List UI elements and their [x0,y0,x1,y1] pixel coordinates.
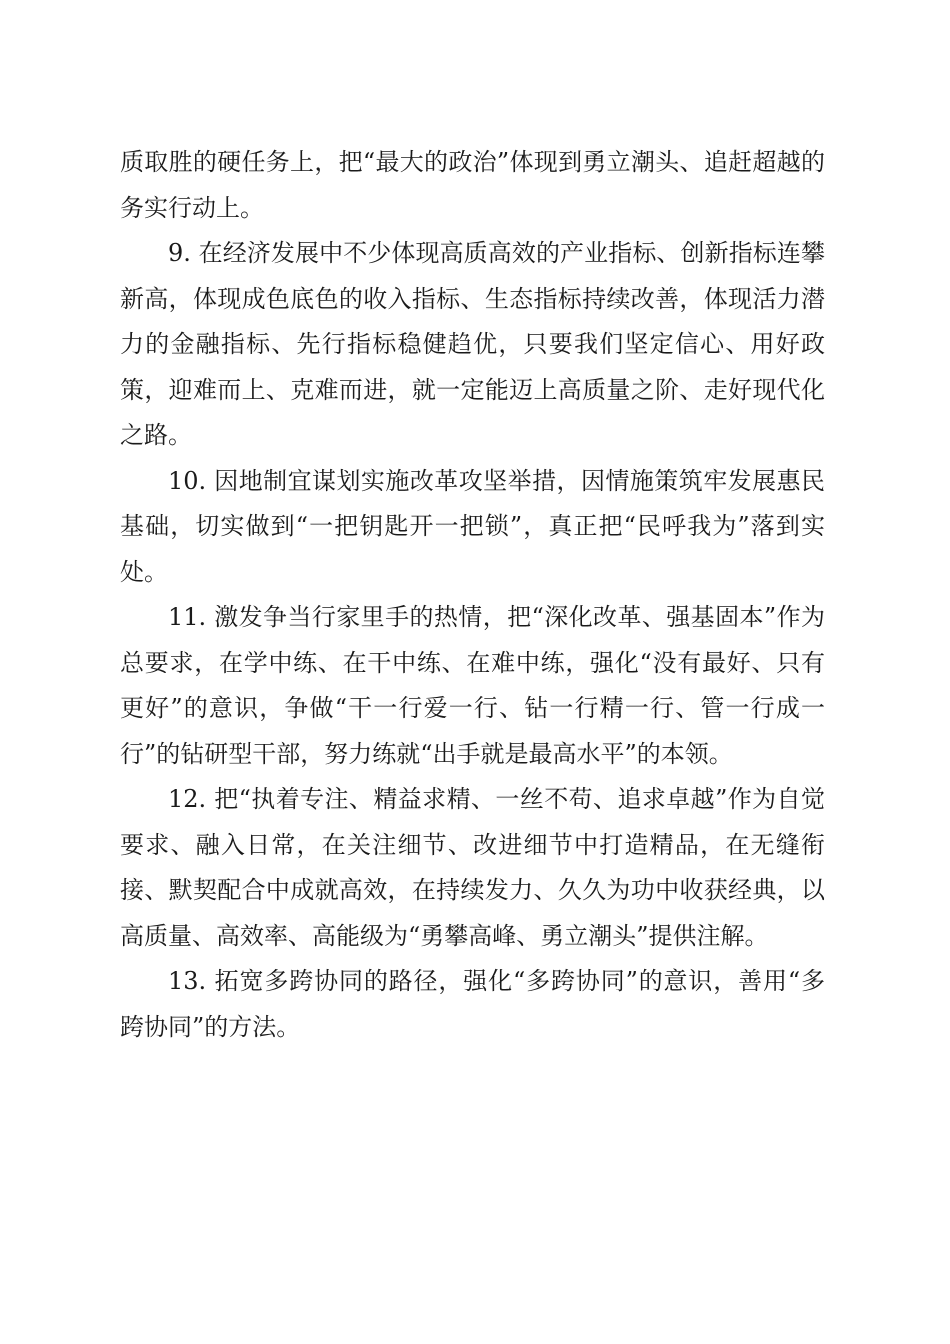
paragraph-item-9: 9. 在经济发展中不少体现高质高效的产业指标、创新指标连攀新高，体现成色底色的收入指标、生态指标持续改善，体现活力潜力的金融指标、先行指标稳健趋优，只要我们坚定信心、用好政策，迎难而上、克难而进，就一定能迈上高质量之阶、走好现代化之路。 [120,239,825,449]
paragraph-continuation: 质取胜的硬任务上，把“最大的政治”体现到勇立潮头、追赶超越的务实行动上。 [120,148,825,222]
paragraph-item-11: 11. 激发争当行家里手的热情，把“深化改革、强基固本”作为总要求，在学中练、在干中练、在难中练，强化“没有最好、只有更好”的意识，争做“干一行爱一行、钻一行精一行、管一行成一行”的钻研型干部，努力练就“出手就是最高水平”的本领。 [120,603,825,768]
paragraph-item-10: 10. 因地制宜谋划实施改革攻坚举措，因情施策筑牢发展惠民基础，切实做到“一把钥匙开一把锁”，真正把“民呼我为”落到实处。 [120,466,825,586]
paragraph-item-13: 13. 拓宽多跨协同的路径，强化“多跨协同”的意识，善用“多跨协同”的方法。 [120,967,825,1041]
paragraph-item-12: 12. 把“执着专注、精益求精、一丝不苟、追求卓越”作为自觉要求、融入日常，在关注细节、改进细节中打造精品，在无缝衔接、默契配合中成就高效，在持续发力、久久为功中收获经典，以高质量、高效率、高能级为“勇攀高峰、勇立潮头”提供注解。 [120,785,825,950]
document-body [120,140,825,1050]
